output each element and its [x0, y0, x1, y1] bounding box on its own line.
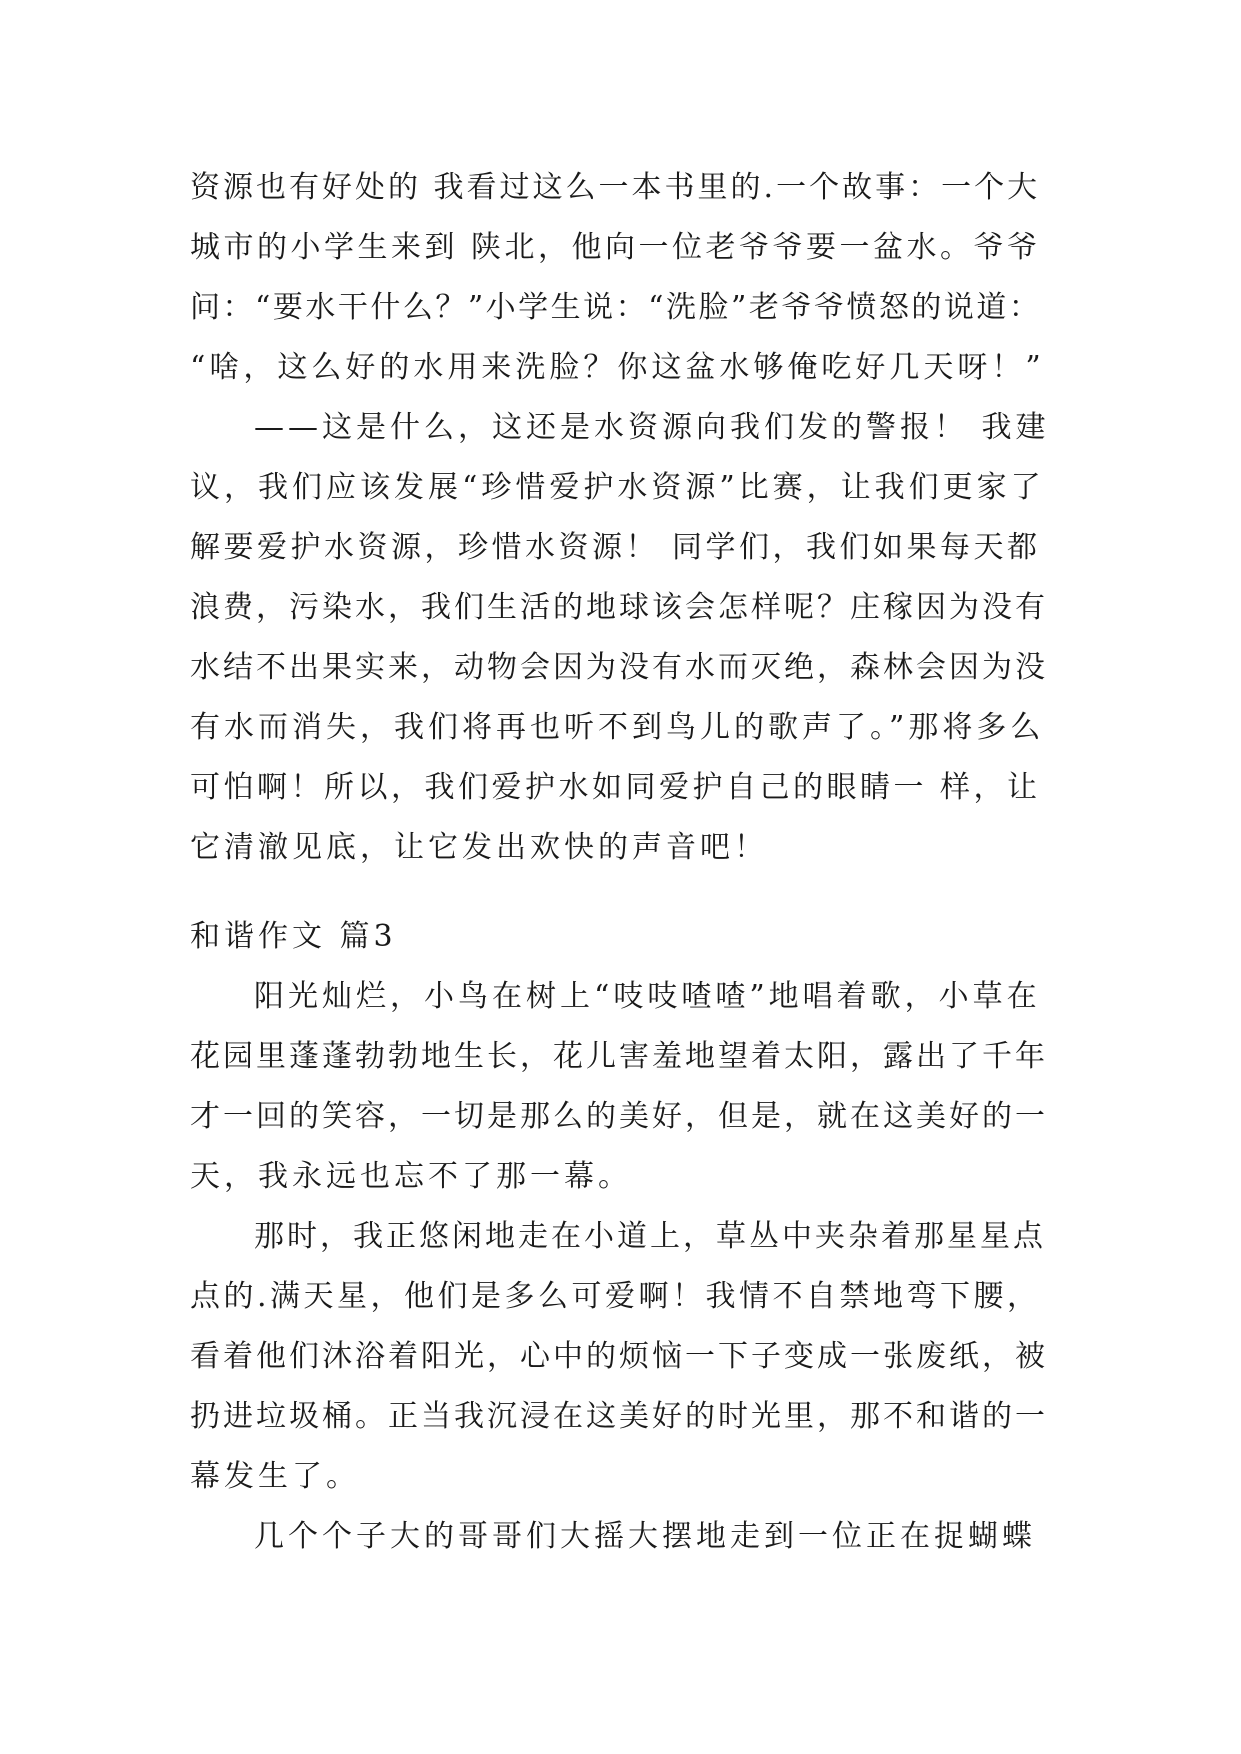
text-line: 浪费，污染水，我们生活的地球该会怎样呢？庄稼因为没有 — [190, 590, 1048, 625]
text-line: 它清澈见底，让它发出欢快的声音吧！ — [190, 830, 768, 865]
essay-heading: 和谐作文 篇3 — [190, 919, 397, 954]
text-line: 点的.满天星，他们是多么可爱啊！我情不自禁地弯下腰， — [190, 1279, 1041, 1314]
text-line: 天，我永远也忘不了那一幕。 — [190, 1159, 632, 1194]
text-line: 幕发生了。 — [190, 1459, 360, 1494]
text-line: 可怕啊！所以，我们爱护水如同爱护自己的眼睛一 样，让 — [190, 770, 1041, 805]
text-line: 那时，我正悠闲地走在小道上，草丛中夹杂着那星星点 — [254, 1219, 1046, 1254]
text-line: 才一回的笑容，一切是那么的美好，但是，就在这美好的一 — [190, 1099, 1048, 1134]
text-line: “啥，这么好的水用来洗脸？你这盆水够俺吃好几天呀！” — [190, 350, 1045, 385]
text-line: 问：“要水干什么？”小学生说：“洗脸”老爷爷愤怒的说道： — [190, 290, 1042, 325]
text-line: 扔进垃圾桶。正当我沉浸在这美好的时光里，那不和谐的一 — [190, 1399, 1048, 1434]
essay-body — [190, 967, 1052, 1567]
text-line: ——这是什么，这还是水资源向我们发的警报！ 我建 — [254, 410, 1050, 445]
text-line: 资源也有好处的 我看过这么一本书里的.一个故事：一个大 — [190, 170, 1041, 205]
text-line: 看着他们沐浴着阳光，心中的烦恼一下子变成一张废纸，被 — [190, 1339, 1048, 1374]
text-line: 有水而消失，我们将再也听不到鸟儿的歌声了。”那将多么 — [190, 710, 1045, 745]
text-line: 解要爱护水资源，珍惜水资源！ 同学们，我们如果每天都 — [190, 530, 1041, 565]
text-line: 议，我们应该发展“珍惜爱护水资源”比赛，让我们更家了 — [190, 470, 1045, 505]
text-line: 花园里蓬蓬勃勃地生长，花儿害羞地望着太阳，露出了千年 — [190, 1039, 1048, 1074]
text-line: 水结不出果实来，动物会因为没有水而灭绝，森林会因为没 — [190, 650, 1048, 685]
text-line: 城市的小学生来到 陕北，他向一位老爷爷要一盆水。爷爷 — [190, 230, 1041, 265]
text-line: 阳光灿烂，小鸟在树上“吱吱喳喳”地唱着歌，小草在 — [254, 979, 1041, 1014]
text-line: 几个个子大的哥哥们大摇大摆地走到一位正在捉蝴蝶 — [254, 1519, 1036, 1554]
essay-continuation — [190, 158, 1052, 878]
